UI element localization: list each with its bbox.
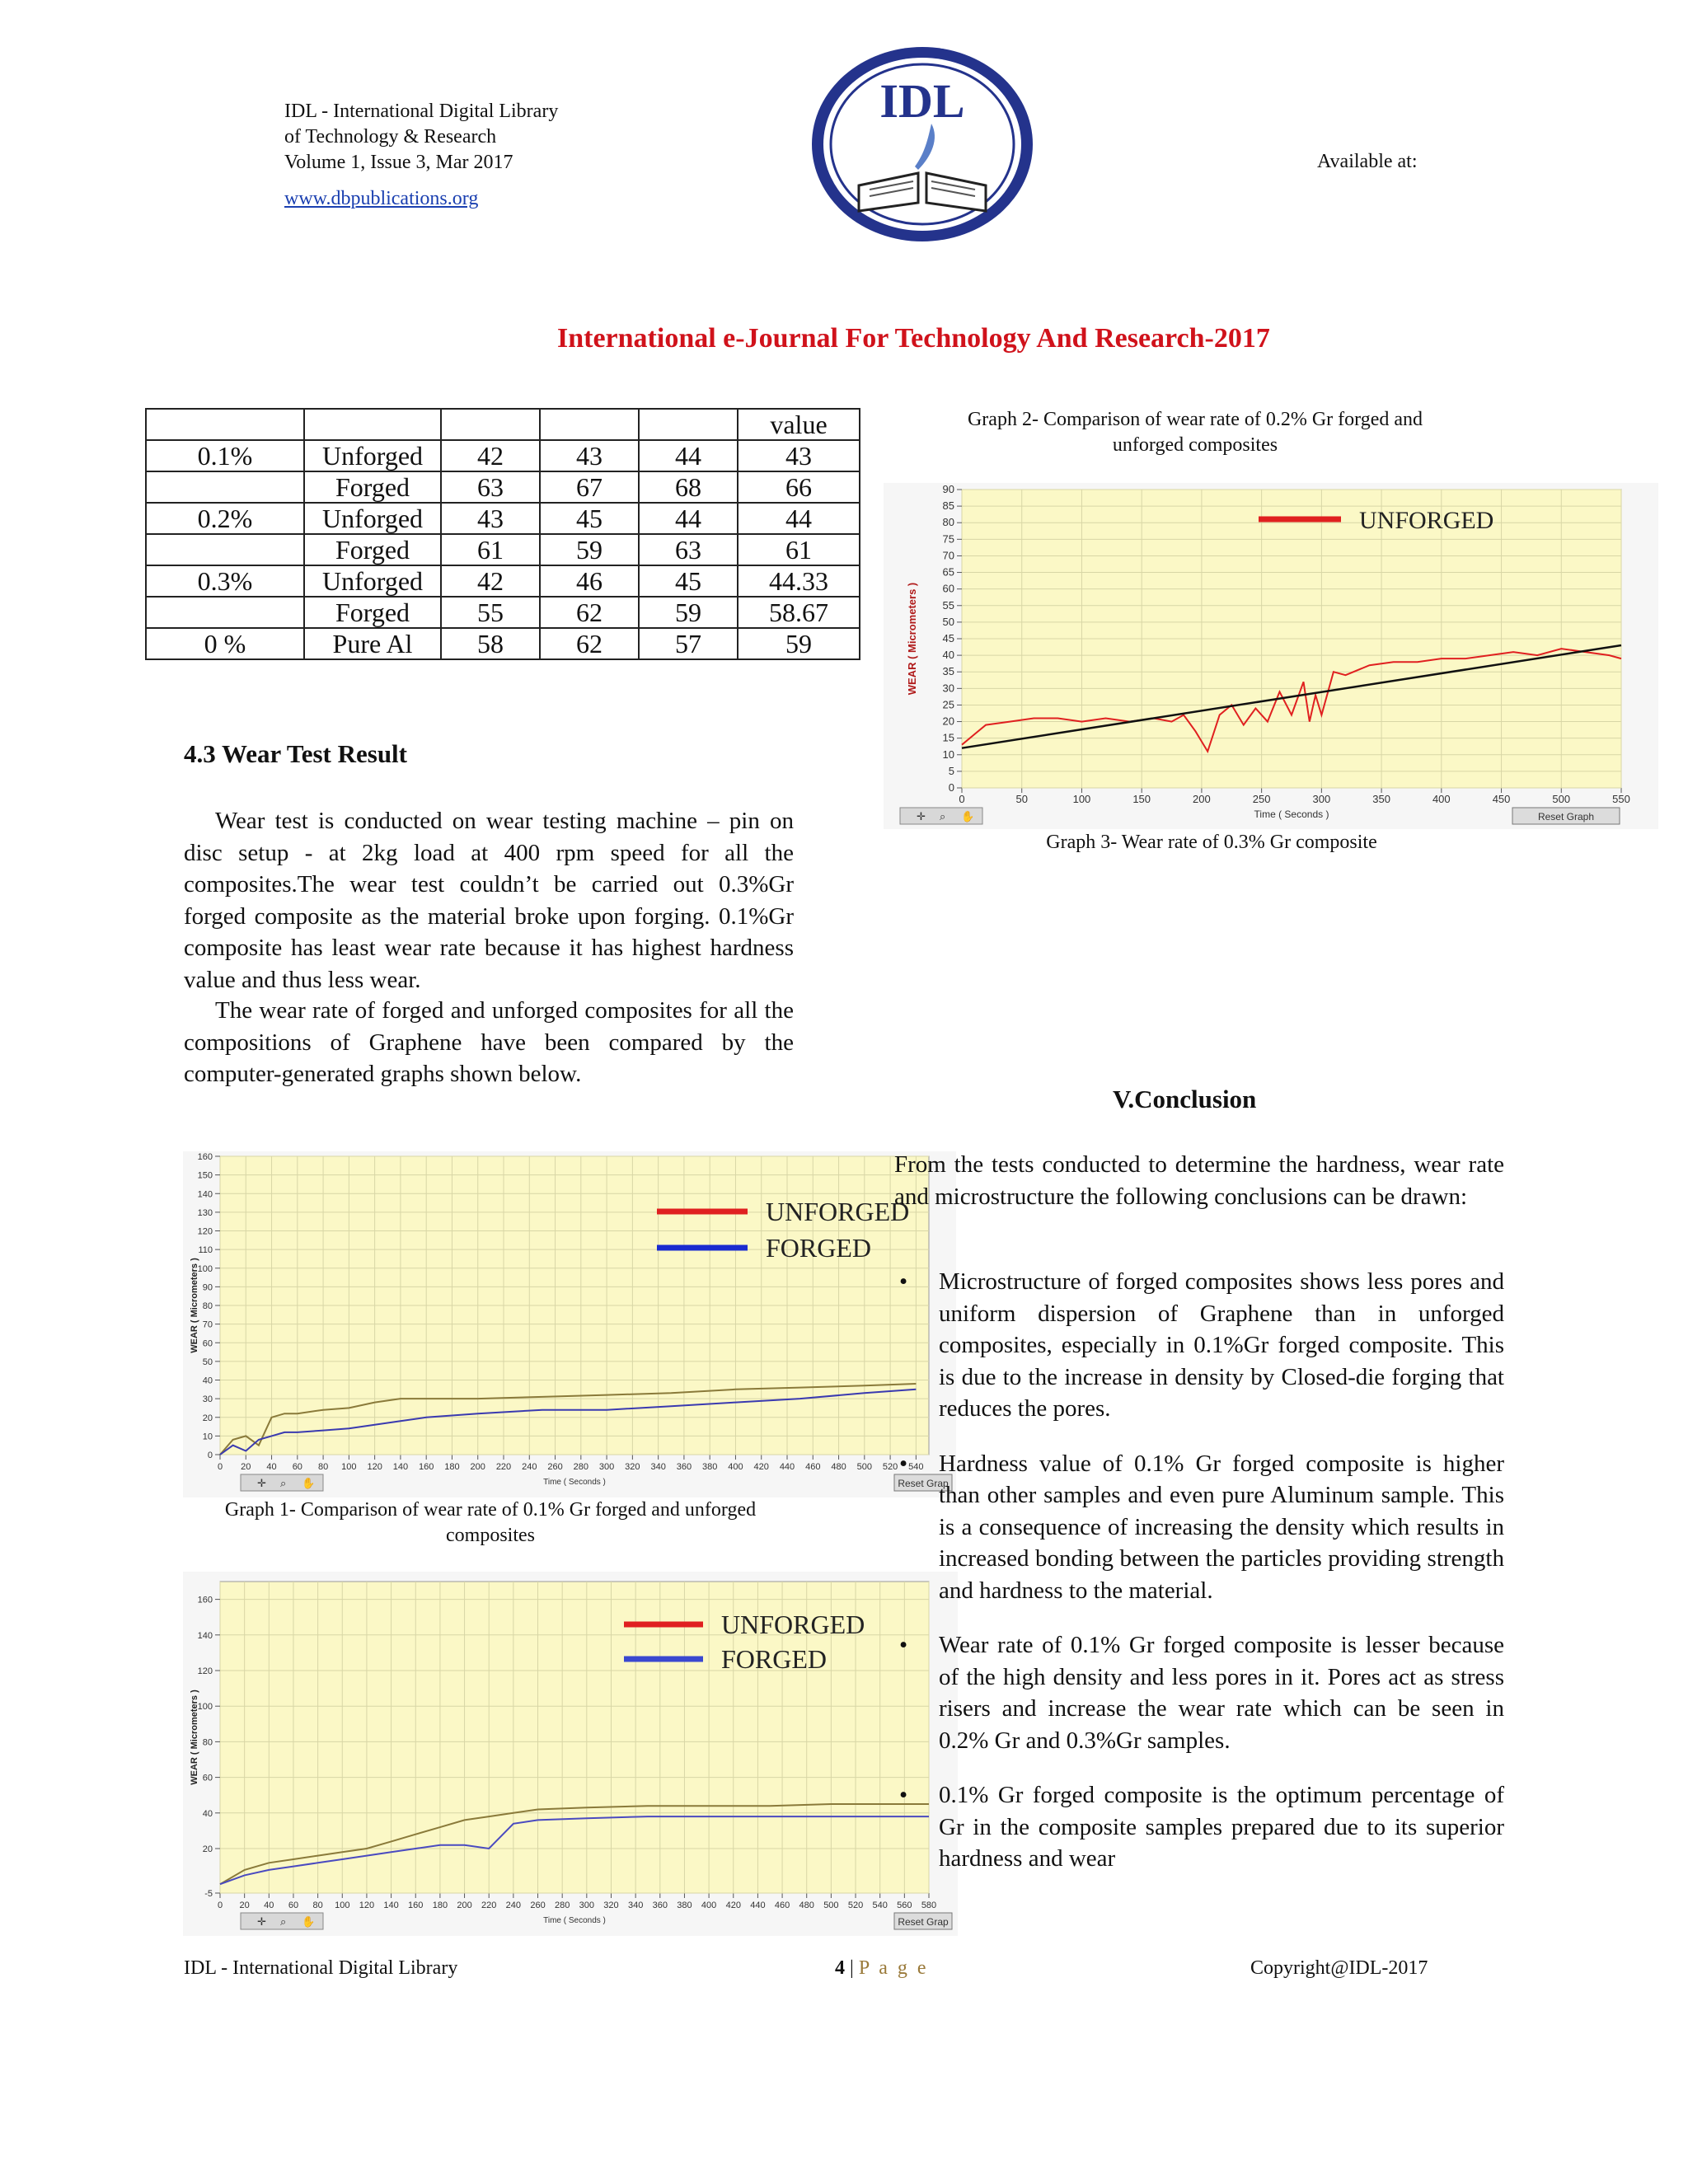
reset-button-label: Reset Grap <box>898 1916 949 1928</box>
y-tick-label: 80 <box>202 1737 213 1748</box>
x-tick-label: 380 <box>677 1900 692 1910</box>
x-tick-label: 240 <box>505 1900 522 1910</box>
y-tick-label: 30 <box>942 682 954 695</box>
graph-toolbar <box>900 808 982 824</box>
crosshair-icon: ✛ <box>257 1477 266 1489</box>
x-tick-label: 220 <box>495 1462 512 1472</box>
zoom-icon: ⌕ <box>280 1915 287 1928</box>
y-tick-label: 90 <box>942 483 954 495</box>
y-tick-label: 75 <box>942 532 954 546</box>
x-tick-label: 60 <box>288 1900 299 1910</box>
y-tick-label: 70 <box>202 1319 213 1330</box>
bullet-icon: • <box>899 1632 908 1658</box>
y-tick-label: 40 <box>202 1376 213 1386</box>
x-tick-label: 520 <box>882 1462 898 1472</box>
x-tick-label: 40 <box>264 1900 274 1910</box>
x-tick-label: 300 <box>598 1462 615 1472</box>
x-tick-label: 0 <box>217 1900 223 1910</box>
x-tick-label: 580 <box>921 1900 937 1910</box>
x-tick-label: 260 <box>530 1900 546 1910</box>
x-tick-label: 400 <box>1432 793 1451 805</box>
x-tick-label: 100 <box>1072 793 1091 805</box>
x-tick-label: 100 <box>335 1900 350 1910</box>
y-tick-label: 100 <box>197 1263 213 1274</box>
idl-logo <box>808 41 1037 247</box>
list-item: • 0.1% Gr forged composite is the optimum percentage of Gr in the composite samples prepared due to its superior hardness and wear <box>894 1779 1504 1875</box>
journal-title: International e-Journal For Technology And Research-2017 <box>557 323 1270 354</box>
x-tick-label: 540 <box>908 1462 924 1472</box>
x-tick-label: 280 <box>554 1900 570 1910</box>
graph2-caption: Graph 2- Comparison of wear rate of 0.2% Gr forged and unforged composites <box>967 409 1423 456</box>
y-tick-label: 160 <box>197 1595 213 1605</box>
bullet-icon: • <box>899 1268 908 1295</box>
x-tick-label: 50 <box>1015 793 1028 805</box>
table-row: 0.1% Unforged 42 43 44 43 <box>146 440 860 471</box>
x-tick-label: 160 <box>408 1900 424 1910</box>
y-tick-label: 50 <box>942 615 954 628</box>
pan-icon: ✋ <box>961 810 975 823</box>
bullet-icon: • <box>899 1450 908 1477</box>
reset-graph-button[interactable] <box>1512 808 1620 824</box>
reset-button-label: Reset Graph <box>1537 811 1595 823</box>
y-tick-label: 160 <box>197 1152 213 1162</box>
legend-label: FORGED <box>721 1644 828 1674</box>
header-line-1: IDL - International Digital Library <box>284 101 559 122</box>
list-item: • Microstructure of forged composites shows less pores and uniform dispersion of Graphene than in unforged composites, especially in 0.1%Gr forged composite. This is due to the increase in density by Closed-die forging that reduces the pores. <box>894 1266 1504 1425</box>
x-tick-label: 500 <box>1552 793 1571 805</box>
graph1-panel <box>183 1151 956 1497</box>
x-tick-label: 460 <box>805 1462 821 1472</box>
y-tick-label: 120 <box>197 1666 213 1676</box>
y-tick-label: 150 <box>197 1170 213 1181</box>
table-header-value: value <box>738 409 860 440</box>
x-tick-label: 250 <box>1252 793 1271 805</box>
section-4-3-paragraph-1: Wear test is conducted on wear testing machine – pin on disc setup - at 2kg load at 400 rpm speed for all the composites.The wear test couldn’t be carried out 0.3%Gr forged composite as the material broke upon forging. 0.1%Gr composite has least wear rate because it has highest hardness value and thus less wear. <box>184 808 794 993</box>
table-row: 0.2% Unforged 43 45 44 44 <box>146 503 860 534</box>
x-tick-label: 100 <box>341 1462 357 1472</box>
y-axis-label: WEAR ( Micrometers ) <box>190 1690 199 1785</box>
x-tick-label: 480 <box>831 1462 846 1472</box>
x-tick-label: 550 <box>1612 793 1630 805</box>
available-at-label: Available at: <box>1317 151 1418 172</box>
y-tick-label: 10 <box>202 1432 213 1442</box>
crosshair-icon: ✛ <box>257 1915 266 1928</box>
legend-label: UNFORGED <box>1359 507 1494 534</box>
table-header-row <box>146 409 860 440</box>
table-row: 0.3% Unforged 42 46 45 44.33 <box>146 565 860 597</box>
x-tick-label: 220 <box>481 1900 497 1910</box>
section-heading-4-3: 4.3 Wear Test Result <box>184 739 407 768</box>
hardness-table <box>145 408 860 660</box>
header-line-3: Volume 1, Issue 3, Mar 2017 <box>284 152 513 173</box>
y-tick-label: 40 <box>942 649 954 662</box>
header-line-2: of Technology & Research <box>284 126 497 148</box>
x-axis-label: Time ( Seconds ) <box>543 1916 606 1925</box>
graph3-caption: Graph 3- Wear rate of 0.3% Gr composite <box>1046 832 1377 853</box>
y-tick-label: 100 <box>197 1702 213 1713</box>
x-tick-label: 80 <box>317 1462 329 1472</box>
y-tick-label: 140 <box>197 1189 213 1200</box>
x-tick-label: 340 <box>627 1900 644 1910</box>
conclusion-intro: From the tests conducted to determine the hardness, wear rate and microstructure the following conclusions can be drawn: <box>894 1151 1504 1210</box>
footer-left: IDL - International Digital Library <box>184 1957 458 1979</box>
x-tick-label: 520 <box>847 1900 864 1910</box>
pan-icon: ✋ <box>302 1915 316 1928</box>
y-tick-label: 20 <box>202 1844 213 1854</box>
x-tick-label: 440 <box>779 1462 795 1472</box>
x-tick-label: 160 <box>419 1462 434 1472</box>
x-tick-label: 40 <box>266 1462 277 1472</box>
y-tick-label: 85 <box>942 499 954 513</box>
y-tick-label: 5 <box>948 764 954 777</box>
x-tick-label: 200 <box>457 1900 472 1910</box>
graph2-chart <box>183 1572 958 1936</box>
graph1-caption: Graph 1- Comparison of wear rate of 0.1% Gr forged and unforged composites <box>224 1499 757 1546</box>
x-tick-label: 300 <box>1312 793 1331 805</box>
x-tick-label: 480 <box>799 1900 814 1910</box>
y-tick-label: 35 <box>942 665 954 678</box>
y-tick-label: 10 <box>942 748 954 761</box>
y-tick-label: 130 <box>197 1207 213 1218</box>
x-tick-label: 260 <box>547 1462 563 1472</box>
page-word: P a g e <box>858 1957 929 1979</box>
conclusion-heading: V.Conclusion <box>1113 1085 1257 1113</box>
graph-toolbar <box>241 1474 323 1491</box>
y-tick-label: 120 <box>197 1226 213 1237</box>
list-item: • Hardness value of 0.1% Gr forged composite is higher than other samples and even pure Aluminum sample. This is a consequence of increasing the density which results in increased bonding between the particles providing strength and hardness to the material. <box>894 1448 1504 1607</box>
x-tick-label: 0 <box>217 1462 223 1472</box>
page-number: 4 <box>835 1957 845 1979</box>
y-tick-label: 80 <box>942 516 954 529</box>
y-tick-label: 25 <box>942 698 954 711</box>
y-tick-label: 65 <box>942 565 954 579</box>
footer-page <box>835 1957 929 1980</box>
y-tick-label: 0 <box>207 1451 213 1460</box>
x-tick-label: 140 <box>383 1900 399 1910</box>
y-axis-label: WEAR ( Micrometers ) <box>190 1258 199 1353</box>
y-tick-label: 40 <box>202 1808 213 1819</box>
list-item: • Wear rate of 0.1% Gr forged composite is lesser because of the high density and less pores in it. Pores act as stress risers and increase the wear rate which can be seen in 0.2% Gr and 0.3%Gr samples. <box>894 1629 1504 1756</box>
table-row: Forged 61 59 63 61 <box>146 534 860 565</box>
x-tick-label: 560 <box>897 1900 912 1910</box>
x-tick-label: 400 <box>728 1462 743 1472</box>
x-tick-label: 500 <box>823 1900 839 1910</box>
x-axis-label: Time ( Seconds ) <box>543 1478 606 1487</box>
y-tick-label: -5 <box>204 1889 213 1899</box>
graph2-panel <box>183 1572 958 1936</box>
x-tick-label: 450 <box>1492 793 1511 805</box>
x-tick-label: 420 <box>725 1900 741 1910</box>
graph-toolbar <box>241 1913 323 1929</box>
y-tick-label: 55 <box>942 598 954 612</box>
table-row: Forged 55 62 59 58.67 <box>146 597 860 628</box>
bullet-icon: • <box>899 1782 908 1808</box>
x-tick-label: 180 <box>444 1462 460 1472</box>
header-block <box>284 99 558 176</box>
y-tick-label: 70 <box>942 549 954 562</box>
x-tick-label: 340 <box>650 1462 666 1472</box>
reset-graph-button[interactable] <box>894 1913 952 1929</box>
x-tick-label: 420 <box>753 1462 769 1472</box>
y-tick-label: 20 <box>942 715 954 728</box>
x-tick-label: 280 <box>573 1462 588 1472</box>
x-tick-label: 500 <box>856 1462 872 1472</box>
header-url-link[interactable]: www.dbpublications.org <box>284 188 479 209</box>
idl-logo-svg <box>808 41 1037 247</box>
y-tick-label: 60 <box>942 582 954 595</box>
y-tick-label: 50 <box>202 1357 213 1367</box>
crosshair-icon: ✛ <box>917 810 926 823</box>
x-axis-label: Time ( Seconds ) <box>1254 808 1329 820</box>
x-tick-label: 360 <box>676 1462 692 1472</box>
x-tick-label: 240 <box>522 1462 537 1472</box>
page-separator: | <box>845 1957 859 1979</box>
y-tick-label: 15 <box>942 731 954 744</box>
y-tick-label: 30 <box>202 1394 213 1405</box>
footer-right: Copyright@IDL-2017 <box>1250 1957 1428 1979</box>
y-tick-label: 60 <box>202 1773 213 1783</box>
graph3-chart <box>884 483 1658 829</box>
x-tick-label: 60 <box>292 1462 302 1472</box>
x-tick-label: 150 <box>1132 793 1151 805</box>
y-tick-label: 45 <box>942 632 954 644</box>
zoom-icon: ⌕ <box>940 810 946 823</box>
zoom-icon: ⌕ <box>280 1477 287 1489</box>
x-tick-label: 80 <box>312 1900 323 1910</box>
x-tick-label: 120 <box>367 1462 382 1472</box>
x-tick-label: 200 <box>1193 793 1211 805</box>
table-row: 0 % Pure Al 58 62 57 59 <box>146 628 860 659</box>
graph1-chart <box>183 1151 956 1497</box>
y-tick-label: 20 <box>202 1413 213 1423</box>
y-axis-label: WEAR ( Micrometers ) <box>906 582 918 696</box>
x-tick-label: 360 <box>652 1900 668 1910</box>
x-tick-label: 300 <box>579 1900 595 1910</box>
x-tick-label: 140 <box>392 1462 409 1472</box>
logo-text: IDL <box>879 74 965 128</box>
legend-label: UNFORGED <box>766 1197 910 1226</box>
y-tick-label: 140 <box>197 1630 213 1641</box>
x-tick-label: 540 <box>872 1900 888 1910</box>
x-tick-label: 20 <box>241 1462 251 1472</box>
x-tick-label: 200 <box>470 1462 485 1472</box>
conclusion-list <box>894 1266 1504 1875</box>
x-tick-label: 0 <box>959 793 965 805</box>
x-tick-label: 440 <box>750 1900 766 1910</box>
x-tick-label: 320 <box>625 1462 640 1472</box>
x-tick-label: 120 <box>359 1900 375 1910</box>
y-tick-label: 110 <box>198 1245 213 1256</box>
pan-icon: ✋ <box>302 1477 316 1489</box>
x-tick-label: 320 <box>603 1900 619 1910</box>
y-tick-label: 60 <box>202 1338 213 1349</box>
y-tick-label: 0 <box>948 781 954 794</box>
conclusion-list-wrap <box>894 1266 1504 1898</box>
reset-button-label: Reset Grap <box>898 1478 949 1489</box>
x-tick-label: 350 <box>1372 793 1390 805</box>
table-row: Forged 63 67 68 66 <box>146 471 860 503</box>
y-tick-label: 80 <box>202 1301 213 1311</box>
x-tick-label: 460 <box>774 1900 790 1910</box>
section-4-3-paragraph-2: The wear rate of forged and unforged composites for all the compositions of Graphene have been compared by the computer-generated graphs shown below. <box>184 997 794 1087</box>
x-tick-label: 20 <box>239 1900 250 1910</box>
y-tick-label: 90 <box>202 1282 213 1293</box>
x-tick-label: 380 <box>702 1462 718 1472</box>
x-tick-label: 180 <box>432 1900 448 1910</box>
legend-label: FORGED <box>766 1233 872 1263</box>
graph3-panel <box>884 483 1658 829</box>
legend-label: UNFORGED <box>721 1610 865 1639</box>
hardness-table-wrap <box>145 408 860 660</box>
x-tick-label: 400 <box>701 1900 717 1910</box>
